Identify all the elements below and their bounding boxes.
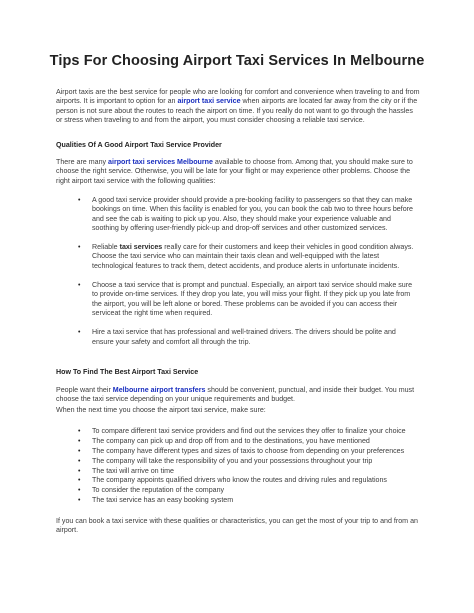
list-item-text: The company can pick up and drop off from and to the destinations, you have mentioned bbox=[92, 436, 370, 445]
section2-text-1: People want their bbox=[56, 386, 113, 394]
list-item-text: The company will take the responsibility of you and your possessions throughout your trip bbox=[92, 456, 373, 465]
list-item bbox=[78, 447, 418, 456]
bullet-icon: • bbox=[78, 457, 81, 465]
list-item bbox=[78, 437, 418, 446]
list-item-text-pre: Reliable bbox=[92, 243, 120, 252]
melbourne-airport-transfers-link[interactable]: Melbourne airport transfers bbox=[112, 386, 206, 394]
section1-heading: Qualities Of A Good Airport Taxi Service Provider bbox=[56, 141, 222, 149]
closing-paragraph: If you can book a taxi service with these qualities or characteristics, you can get the most of your trip to and from an airport. bbox=[56, 517, 418, 535]
intro-text-2: when airports are located far away from the city or if the person is not sure about the routes to reach the airport on time. If you really do not want to go through the hassles or stress when traveling to and from the airport, you must consider choosing a reliable taxi service. bbox=[56, 97, 418, 124]
list-item-text: The company have different types and sizes of taxis to choose from depending on your preferences bbox=[92, 446, 405, 455]
list-item-text: The taxi service has an easy booking system bbox=[92, 496, 234, 505]
list-item-text: Hire a taxi service that has professional and well-trained drivers. The drivers should be polite and ensure your safety and comfort all through the trip. bbox=[92, 328, 396, 346]
bullet-icon: • bbox=[78, 447, 81, 455]
list-item bbox=[78, 496, 418, 505]
bullet-icon: • bbox=[78, 437, 81, 445]
list-item bbox=[78, 467, 418, 476]
list-item-text: A good taxi service provider should provide a pre-booking facility to passengers so that they can make bookings on time. When this facility is enabled for you, you can book the cab two to three hours before and see the cab is waiting to pick up you. Also, they should make your experience valuable and soothing by offering user-friendly pick-up and drop-off services and other customized services. bbox=[92, 196, 413, 232]
section2-text-2: should be convenient, punctual, and inside their budget. You must choose the taxi service depending on your unique requirements and budget. bbox=[56, 386, 415, 404]
list-item-text: The taxi will arrive on time bbox=[92, 466, 174, 475]
bullet-icon: • bbox=[78, 497, 81, 505]
bullet-icon: • bbox=[78, 282, 81, 290]
section2-paragraph bbox=[56, 386, 420, 405]
section1-paragraph bbox=[56, 158, 420, 186]
list-item bbox=[78, 243, 418, 271]
bullet-icon: • bbox=[78, 477, 81, 485]
bullet-icon: • bbox=[78, 467, 81, 475]
bullet-icon: • bbox=[78, 428, 81, 435]
bullet-icon: • bbox=[78, 197, 81, 204]
list-item bbox=[78, 476, 418, 485]
document-title: Tips For Choosing Airport Taxi Services In Melbourne bbox=[49, 53, 425, 69]
checklist bbox=[78, 427, 418, 506]
list-item bbox=[78, 486, 418, 495]
intro-text-1: Airport taxis are the best service for people who are looking for comfort and convenience when traveling to and from airports. It is important to option for an bbox=[56, 88, 420, 106]
intro-paragraph bbox=[56, 88, 420, 125]
list-item-text: To consider the reputation of the company bbox=[92, 486, 225, 495]
list-item bbox=[78, 281, 418, 318]
taxi-services-bold-text: taxi services bbox=[119, 243, 163, 252]
bullet-icon: • bbox=[78, 329, 81, 337]
section2-intro-line: When the next time you choose the airport taxi service, make sure: bbox=[56, 406, 266, 414]
list-item-text: Choose a taxi service that is prompt and punctual. Especially, an airport taxi service should make sure to provide on-time services. If they drop you late, you will miss your flight. If they pick up you late from the airport, you will be left alone or bored. These problems can be avoided if you can access their serviceat the right time when required. bbox=[92, 281, 413, 317]
list-item bbox=[78, 328, 418, 347]
airport-taxi-service-link[interactable]: airport taxi service bbox=[177, 97, 241, 106]
list-item bbox=[78, 457, 418, 466]
list-item bbox=[78, 196, 418, 233]
bullet-icon: • bbox=[78, 244, 81, 252]
list-item-text: The company appoints qualified drivers who know the routes and driving rules and regulations bbox=[92, 476, 387, 485]
list-item bbox=[78, 427, 418, 436]
section1-text-2: available to choose from. Among that, you should make sure to choose the right service. Otherwise, you will be late for your flight or may experience other problems. Choose the right airport taxi service with the following qualities: bbox=[56, 158, 413, 185]
bullet-icon: • bbox=[78, 487, 81, 495]
list-item-text-post: really care for their customers and keep their vehicles in good condition always. Choose the taxi service who can maintain their taxis clean and well-equipped with the latest technological features to track them, detect accidents, and produce alerts in unfortunate incidents. bbox=[92, 243, 414, 270]
section2-heading: How To Find The Best Airport Taxi Service bbox=[56, 368, 199, 376]
qualities-list bbox=[78, 196, 418, 357]
section1-text-1: There are many bbox=[56, 158, 109, 166]
airport-taxi-services-melbourne-link[interactable]: airport taxi services Melbourne bbox=[108, 158, 213, 166]
list-item-text: To compare different taxi service providers and find out the services they offer to finalize your choice bbox=[92, 427, 406, 435]
